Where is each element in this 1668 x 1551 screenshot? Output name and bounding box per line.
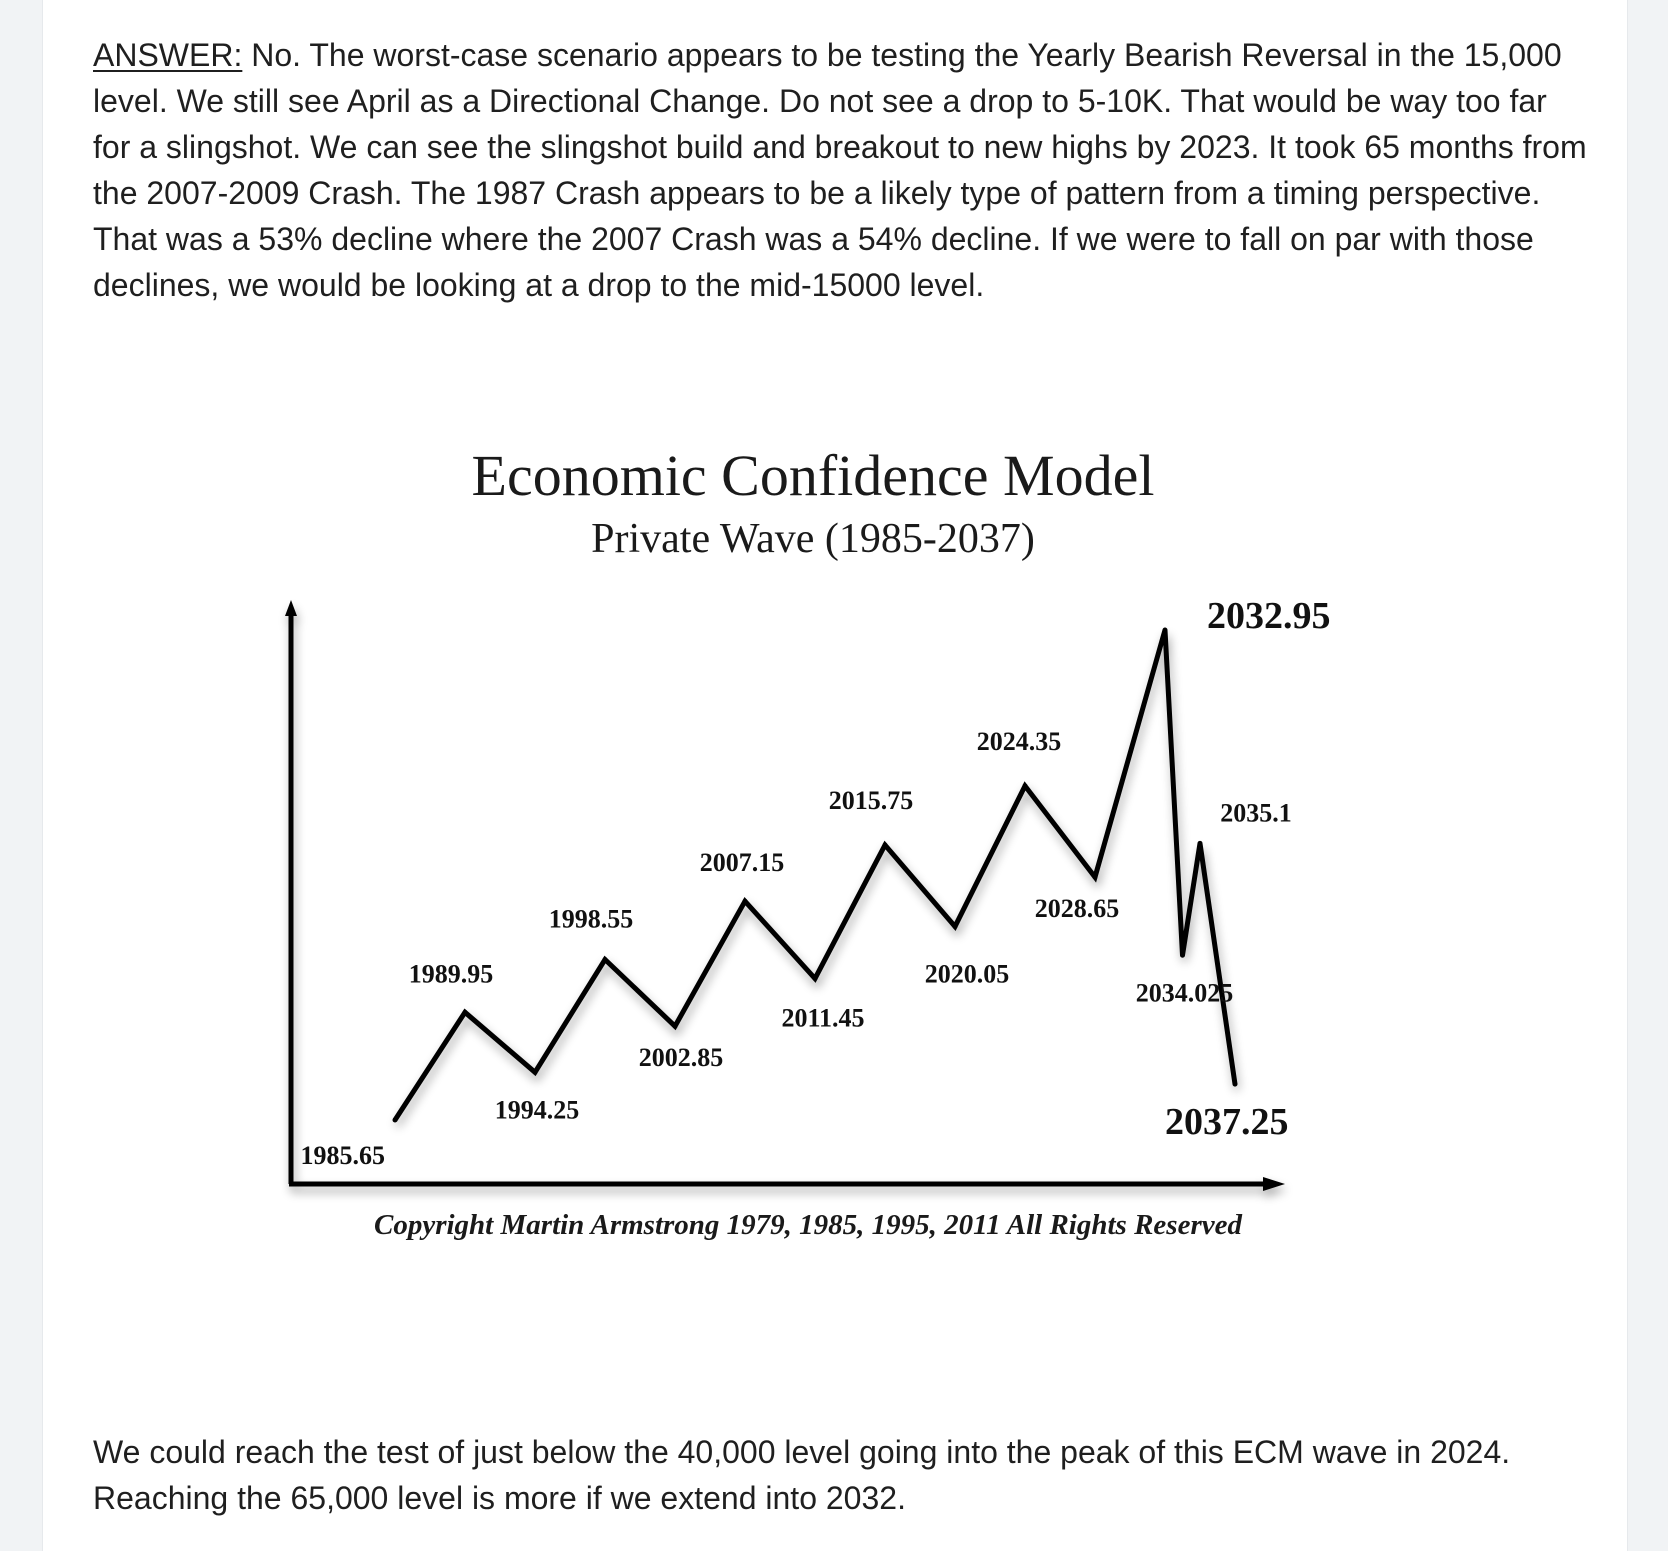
ecm-wave-series (393, 628, 1238, 1123)
ecm-point-label: 2035.1 (1220, 798, 1292, 828)
closing-paragraph: We could reach the test of just below the 40,000 level going into the peak of this ECM wave in 2024. Reaching the 65,000 level is more if we extend into 2032. (93, 1434, 1511, 1516)
ecm-turning-point (1198, 841, 1203, 846)
answer-paragraph (93, 32, 1593, 308)
ecm-point-label: 2007.15 (699, 848, 785, 878)
ecm-point-labels (301, 595, 1331, 1170)
ecm-turning-point (1233, 1082, 1238, 1087)
article-body (42, 0, 1628, 1551)
ecm-point-label: 2028.65 (1034, 894, 1120, 924)
axes (285, 600, 1285, 1191)
chart-copyright: Copyright Martin Armstrong 1979, 1985, 1995, 2011 All Rights Reserved (374, 1209, 1242, 1241)
ecm-point-label: 1985.65 (300, 1141, 385, 1170)
ecm-turning-point (1023, 783, 1028, 788)
ecm-turning-point (533, 1070, 538, 1075)
ecm-turning-point (1093, 875, 1098, 880)
chart-subtitle: Private Wave (1985-2037) (591, 516, 1035, 562)
answer-label: ANSWER: (93, 37, 243, 73)
ecm-point-label: 2011.45 (781, 1003, 865, 1033)
ecm-point-label: 2034.025 (1135, 978, 1234, 1008)
ecm-point-label: 1989.95 (408, 959, 494, 989)
ecm-turning-point (673, 1024, 678, 1029)
x-axis-arrowhead (1263, 1177, 1285, 1191)
answer-text: No. The worst-case scenario appears to be testing the Yearly Bearish Reversal in the 15,000 level. We still see April as a Directional Change. Do not see a drop to 5-10K. That would be way too far for a slingshot. We can see the slingshot build and breakout to new highs by 2023. It took 65 months from the 2007-2009 Crash. The 1987 Crash appears to be a likely type of pattern from a timing perspective. That was a 53% decline where the 2007 Crash was a 54% decline. If we were to fall on par with those declines, we would be looking at a drop to the mid-15000 level. (93, 37, 1587, 303)
ecm-turning-point (1163, 628, 1168, 633)
ecm-turning-point (393, 1118, 398, 1123)
ecm-point-label: 1994.25 (494, 1095, 580, 1125)
ecm-turning-point (953, 924, 958, 929)
ecm-wave-line (395, 630, 1235, 1120)
ecm-turning-point (813, 976, 818, 981)
ecm-point-label: 2032.95 (1207, 595, 1331, 637)
ecm-point-label: 2037.25 (1165, 1101, 1289, 1144)
ecm-turning-point (603, 957, 608, 962)
ecm-turning-point (1180, 953, 1185, 958)
ecm-point-label: 2024.35 (976, 726, 1062, 756)
ecm-turning-point (883, 843, 888, 848)
ecm-turning-point (463, 1010, 468, 1015)
y-axis-arrowhead (285, 600, 297, 616)
ecm-point-label: 2020.05 (924, 959, 1010, 989)
economic-confidence-model-chart (203, 450, 1463, 1330)
ecm-point-label: 2002.85 (638, 1043, 724, 1073)
ecm-turning-point (743, 899, 748, 904)
chart-title: Economic Confidence Model (471, 450, 1155, 508)
ecm-point-label: 1998.55 (548, 904, 634, 934)
ecm-point-label: 2015.75 (828, 786, 914, 816)
